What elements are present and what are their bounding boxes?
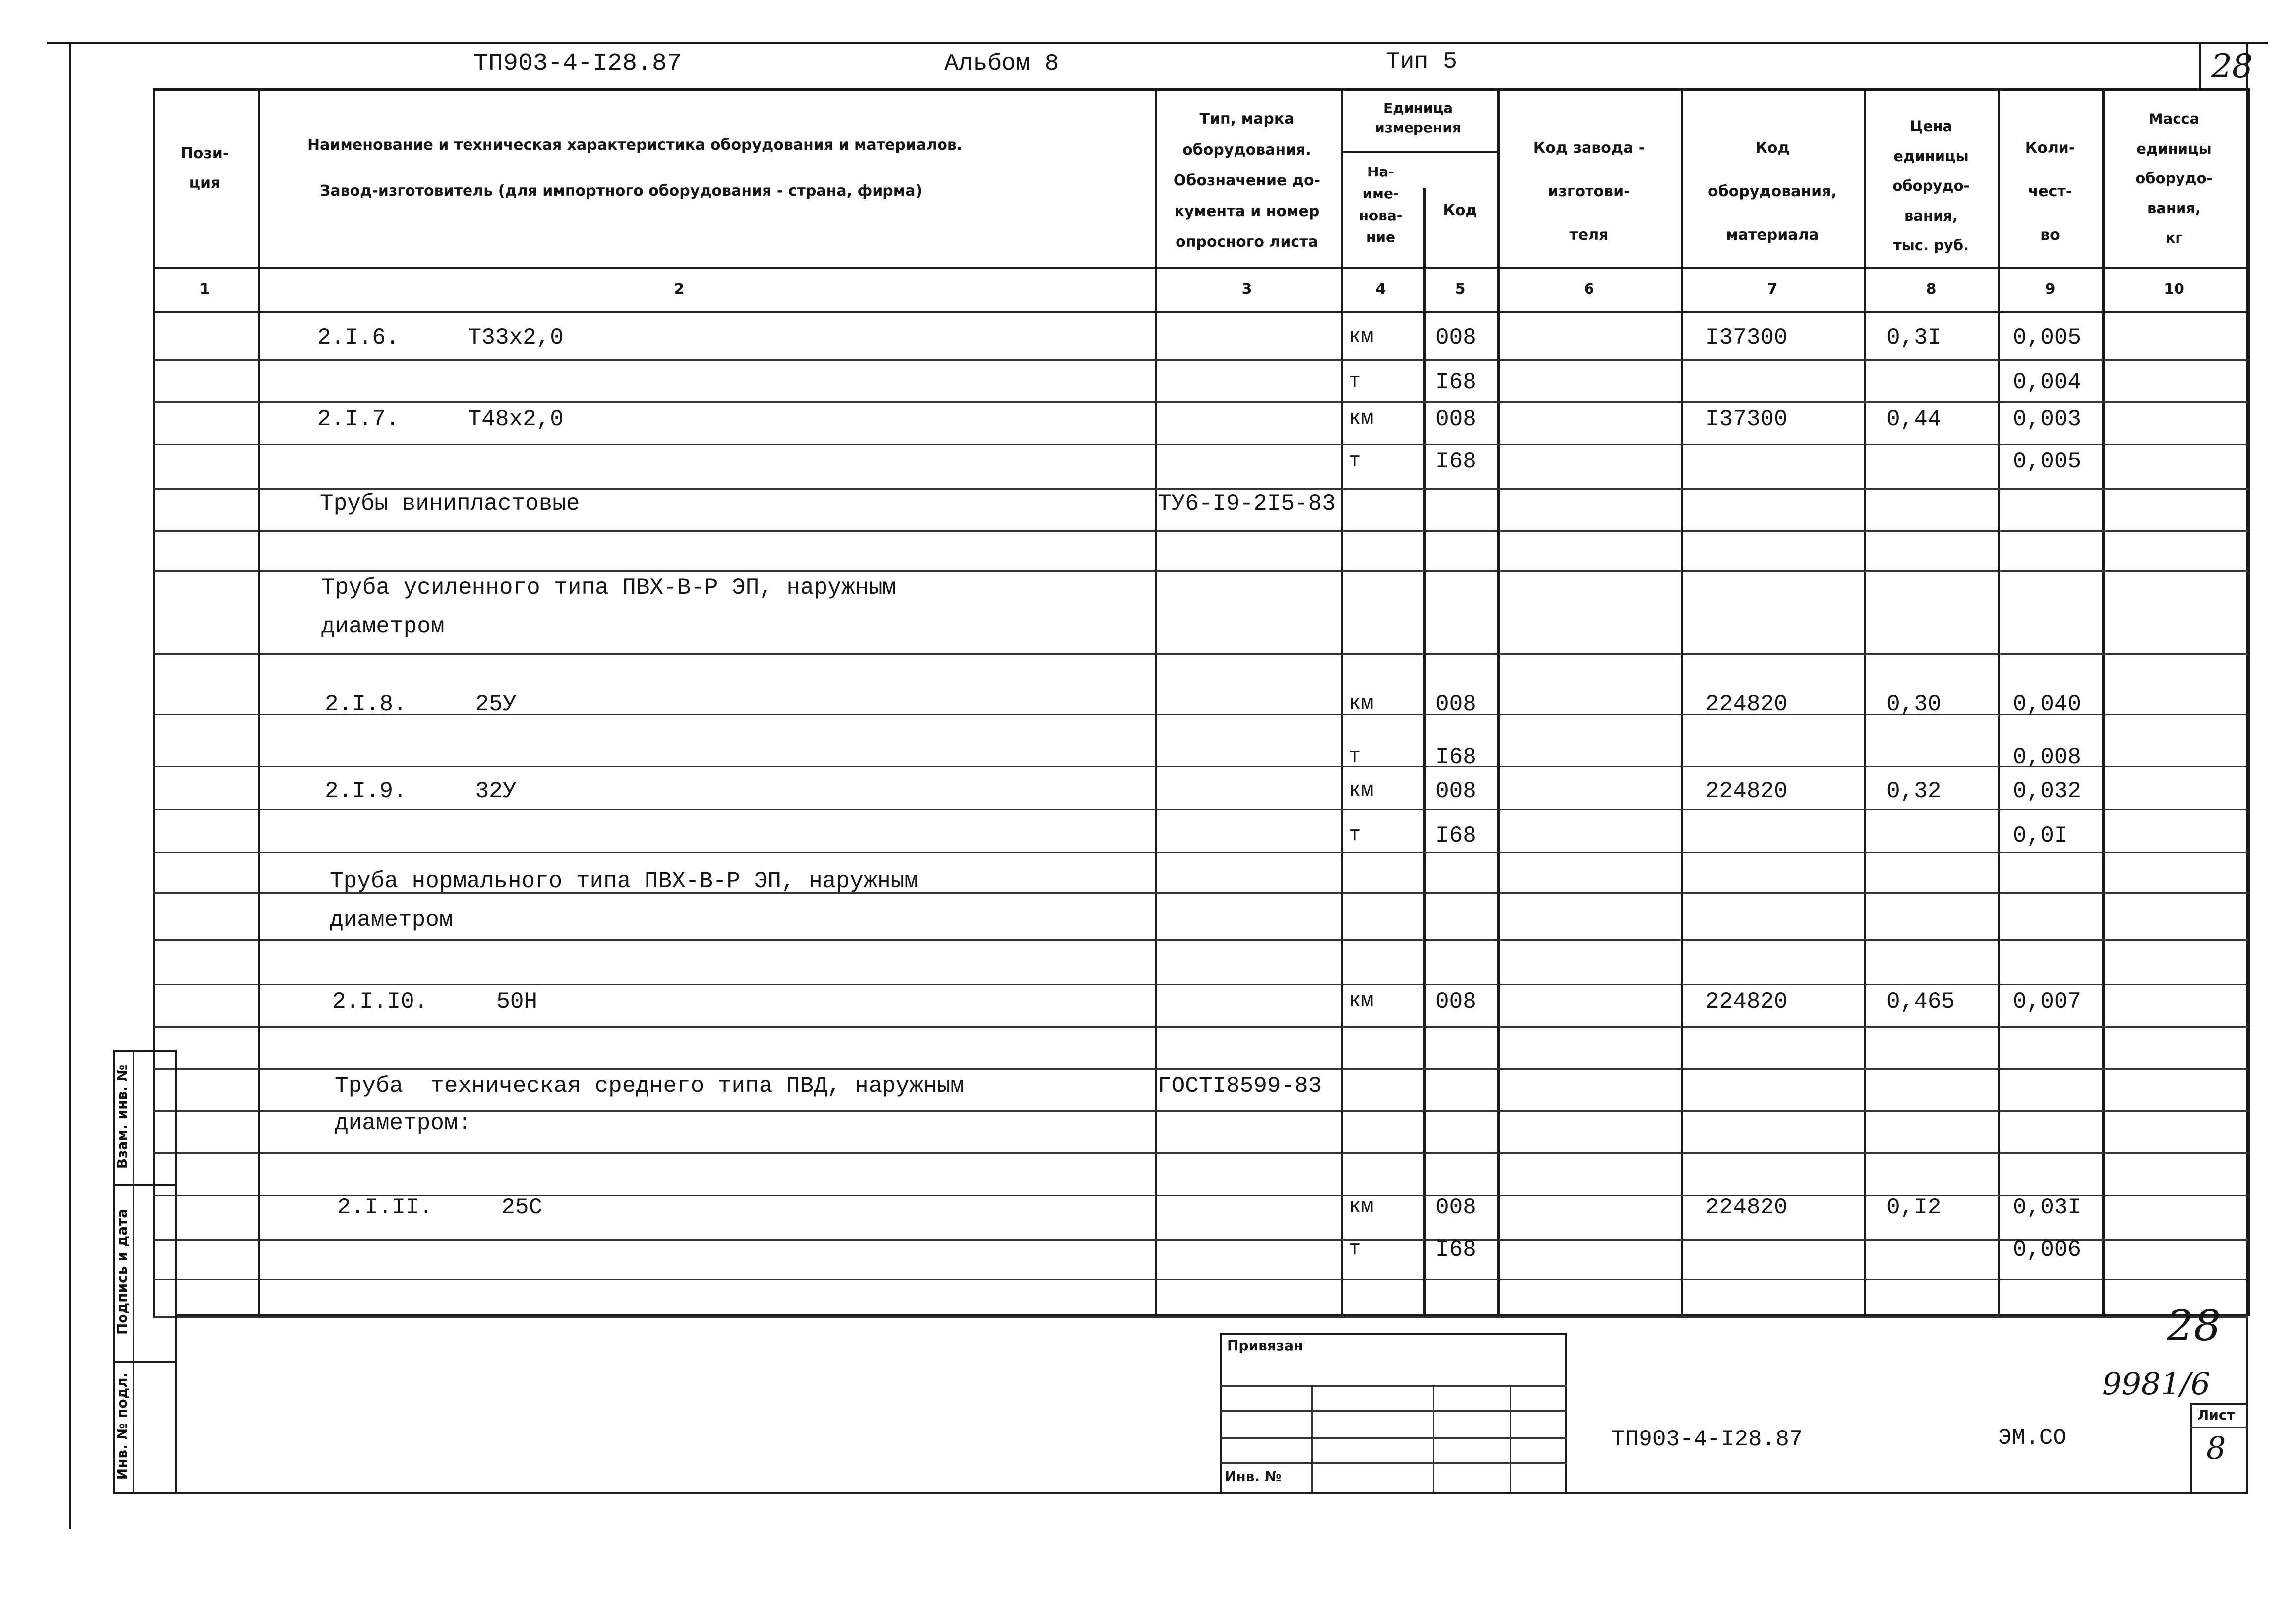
column-line-0 [153,88,155,1316]
cell-qty: 0,005 [2013,325,2082,350]
cell-type: ТУ6-I9-2I5-83 [1158,491,1336,516]
colnum-1: 1 [199,281,210,298]
row-line-5 [153,570,2248,572]
cell-unit: т [1349,823,1361,847]
column-line-10 [2248,88,2250,1316]
cell-name: 2.I.6. Т33х2,0 [317,325,564,350]
cell-price: 0,I2 [1886,1195,1942,1220]
sheet-label: Лист [2197,1407,2235,1423]
cell-unit: км [1349,406,1374,430]
hdr-plant-code: Код завода - изготови- теля [1533,139,1645,244]
cell-ucode: 008 [1435,778,1476,804]
colnum-3: 3 [1241,281,1252,298]
cell-qty: 0,03I [2013,1195,2082,1220]
hdr-unit-code: Код [1443,202,1477,219]
cell-qty: 0,032 [2013,778,2082,804]
cell-qty: 0,0I [2013,823,2068,849]
colnum-4: 4 [1375,281,1386,298]
cell-code: 224820 [1706,989,1788,1015]
side-stamp-right-border [175,1050,177,1493]
cell-name: 2.I.8. 25У [325,691,517,717]
cell-name: 2.I.I0. 50Н [332,989,538,1015]
side-stamp-vzam: Взам. инв. № [114,1064,130,1169]
cell-qty: 0,040 [2013,691,2082,717]
row-line-10 [153,852,2248,853]
hdr-mass: Масса единицы оборудо- вания, кг [2135,111,2213,246]
page-number-handwritten: 28 [2211,47,2253,85]
cell-qty: 0,006 [2013,1237,2082,1262]
cell-qty: 0,007 [2013,989,2082,1015]
row-line-17 [153,1152,2248,1154]
cell-unit: км [1349,778,1374,802]
sheet-box-top [2190,1403,2248,1405]
column-line-1 [258,88,260,1316]
side-stamp-podpis: Подпись и дата [114,1208,130,1335]
sheet-number: 8 [2206,1430,2226,1466]
colnum-6: 6 [1584,281,1594,298]
cell-name: Труба нормального типа ПВХ-В-Р ЭП, наружным [330,868,918,894]
hdr-unit-group: Единица измерения [1375,100,1461,136]
row-line-2 [153,444,2248,445]
cell-unit: т [1349,1237,1361,1260]
unit-group-underline [1341,151,1497,153]
row-line-14 [153,1026,2248,1028]
sheet-box-left [2190,1403,2192,1493]
cell-price: 0,32 [1886,778,1942,804]
column-line-2 [1155,88,1157,1316]
cell-type: ГОСТI8599-83 [1158,1073,1322,1099]
row-line-9 [153,809,2248,810]
column-line-7 [1864,88,1866,1316]
cell-name: диаметром [321,614,445,639]
row-line-12 [153,939,2248,941]
cell-qty: 0,005 [2013,449,2082,474]
cell-price: 0,465 [1886,989,1955,1015]
cell-name: диаметром: [335,1110,472,1136]
privyazan-vline-2 [1433,1385,1434,1492]
privyazan-box-right [1565,1333,1567,1492]
cell-ucode: 008 [1435,989,1476,1015]
privyazan-line-2 [1220,1410,1567,1412]
inv-no-label: Инв. № [1225,1468,1282,1485]
frame-left-line [69,42,71,1529]
cell-price: 0,44 [1886,406,1942,432]
hdr-type-mark: Тип, марка оборудования. Обозначение до- кумента и номер опросного листа [1173,111,1321,251]
cell-unit: т [1349,449,1361,472]
cell-ucode: 008 [1435,406,1476,432]
row-line-3 [153,488,2248,490]
cell-ucode: I68 [1435,369,1476,395]
handwritten-28: 28 [2167,1301,2221,1351]
column-line-6 [1681,88,1683,1316]
row-line-13 [153,984,2248,985]
hdr-name-line2: Завод-изготовитель (для импортного оборудования - страна, фирма) [320,182,923,200]
privyazan-line-1 [1220,1385,1567,1387]
header-bottom-border [153,267,2248,269]
row-line-6 [153,653,2248,655]
cell-code: I37300 [1706,406,1788,432]
hdr-position: Пози- ция [180,145,229,192]
cell-unit: км [1349,1195,1374,1218]
column-line-3 [1341,88,1343,1316]
row-line-4 [153,530,2248,532]
cell-code: I37300 [1706,325,1788,350]
top-type: Тип 5 [1386,49,1458,75]
privyazan-line-3 [1220,1437,1567,1439]
side-stamp-inv-podl: Инв. № подл. [114,1372,130,1480]
column-line-8 [1998,88,2000,1316]
top-doc-code: ТП903-4-I28.87 [473,50,682,78]
footer-mark: ЭМ.СО [1998,1425,2067,1451]
row-line-8 [153,766,2248,767]
column-line-5 [1497,88,1500,1316]
hdr-name-line1: Наименование и техническая характеристика оборудования и материалов. [307,136,963,154]
cell-qty: 0,003 [2013,406,2082,432]
hdr-qty: Коли- чест- во [2025,139,2075,244]
cell-unit: т [1349,369,1361,393]
footer-doc-code: ТП903-4-I28.87 [1611,1427,1803,1452]
frame-top-line [47,42,2268,44]
cell-name: Труба техническая среднего типа ПВД, наружным [335,1073,964,1099]
title-block-bottom [175,1492,2248,1494]
table-top-border [153,88,2248,91]
page-number-box-divider [2199,42,2201,90]
colnum-9: 9 [2045,281,2056,298]
row-line-21 [153,1316,2248,1318]
hdr-equip-code: Код оборудования, материала [1708,139,1837,244]
handwritten-9981-6: 9981/6 [2102,1366,2211,1402]
cell-code: 224820 [1706,691,1788,717]
privyazan-vline-1 [1311,1385,1313,1492]
colnum-10: 10 [2164,281,2184,298]
cell-qty: 0,004 [2013,369,2082,395]
cell-unit: км [1349,691,1374,715]
top-album: Альбом 8 [944,51,1059,77]
cell-ucode: 008 [1435,325,1476,350]
privyazan-line-4 [1220,1462,1567,1464]
row-line-0 [153,359,2248,361]
row-line-19 [153,1239,2248,1241]
column-line-9 [2102,88,2105,1316]
colnum-2: 2 [674,281,685,298]
column-line-4 [1423,188,1426,1316]
cell-ucode: I68 [1435,449,1476,474]
colnum-bottom-border [153,311,2248,313]
cell-name: Труба усиленного типа ПВХ-В-Р ЭП, наружным [321,575,896,601]
colnum-7: 7 [1767,281,1778,298]
cell-name: 2.I.7. Т48х2,0 [317,406,564,432]
row-line-1 [153,401,2248,403]
cell-name: диаметром [330,907,453,933]
cell-code: 224820 [1706,778,1788,804]
hdr-unit-name: На- име- нова- ние [1359,164,1403,245]
privyazan-vline-3 [1510,1385,1511,1492]
colnum-5: 5 [1455,281,1466,298]
cell-unit: км [1349,325,1374,348]
cell-code: 224820 [1706,1195,1788,1220]
row-line-15 [153,1068,2248,1070]
row-line-20 [153,1279,2248,1280]
table-bottom-border [177,1314,2248,1316]
privyazan-box-top [1220,1333,1567,1335]
cell-price: 0,30 [1886,691,1942,717]
cell-unit: т [1349,745,1361,768]
cell-name: 2.I.9. 32У [325,778,517,804]
cell-ucode: I68 [1435,823,1476,849]
cell-ucode: I68 [1435,1237,1476,1262]
sheet-box-mid [2190,1427,2248,1428]
cell-ucode: 008 [1435,691,1476,717]
colnum-8: 8 [1926,281,1937,298]
hdr-price: Цена единицы оборудо- вания, тыс. руб. [1892,118,1970,254]
cell-ucode: I68 [1435,745,1476,770]
cell-qty: 0,008 [2013,745,2082,770]
cell-ucode: 008 [1435,1195,1476,1220]
cell-price: 0,3I [1886,325,1942,350]
privyazan-box-left [1220,1333,1222,1492]
cell-unit: км [1349,989,1374,1013]
cell-name: Трубы винипластовые [320,491,580,516]
cell-name: 2.I.II. 25С [337,1195,543,1220]
privyazan-label: Привязан [1227,1337,1303,1354]
